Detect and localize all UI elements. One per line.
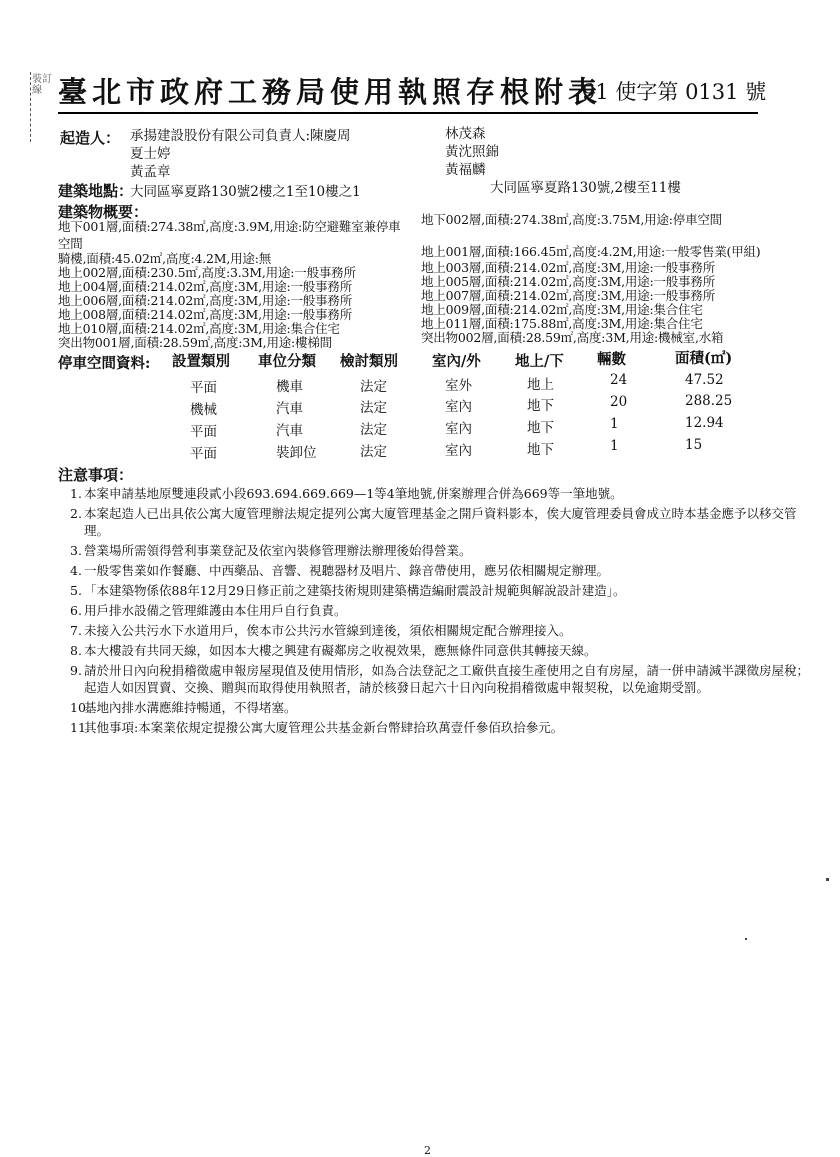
parking-cell: 汽車 — [276, 423, 303, 439]
note-number: 3. — [70, 543, 82, 558]
location-label: 建築地點： — [58, 182, 134, 200]
note-number: 7. — [70, 623, 82, 638]
location-value: 大同區寧夏路130號2樓之1至10樓之1 — [130, 184, 361, 200]
floor-right-1: 地上001層,面積:166.45㎡,高度:4.2M,用途:一般零售業(甲組) — [421, 244, 761, 259]
note-item — [70, 602, 810, 619]
floor-right-6: 地上011層,面積:175.88㎡,高度:3M,用途:集合住宅 — [421, 316, 703, 331]
document-title: 臺北市政府工務局使用執照存根附表 — [58, 75, 603, 109]
parking-cell: 288.25 — [685, 393, 733, 409]
parking-cell: 地上 — [527, 377, 554, 393]
parking-cell: 地下 — [527, 442, 554, 458]
overview-basement-1-cont: 空間 — [58, 236, 83, 251]
note-number: 9. — [70, 663, 82, 678]
binding-mark: 裝訂線 — [32, 74, 52, 96]
note-item — [70, 485, 810, 502]
note-text: 營業場所需領得營利事業登記及依室內裝修管理辦法辦理後始得營業。 — [84, 543, 472, 558]
parking-header-type: 設置類別 — [172, 353, 230, 370]
parking-cell: 20 — [610, 394, 628, 410]
note-number: 1. — [70, 486, 82, 501]
parking-header-count: 輛數 — [597, 351, 626, 368]
floor-left-7: 突出物001層,面積:28.59㎡,高度:3M,用途:樓梯間 — [58, 335, 332, 350]
note-text: 「本建築物係依88年12月29日修正前之建築技術規則建築構造編耐震設計規範與解說設計建造」。 — [84, 583, 626, 598]
note-item — [70, 562, 810, 579]
floor-left-2: 地上002層,面積:230.5㎡,高度:3.3M,用途:一般事務所 — [58, 265, 356, 280]
parking-header-area: 面積(㎡) — [675, 350, 733, 367]
applicant-4: 林茂森 — [445, 126, 486, 142]
note-number: 11. — [70, 720, 90, 735]
parking-cell: 24 — [610, 372, 628, 388]
location-value-2: 大同區寧夏路130號,2樓至11樓 — [490, 180, 681, 196]
parking-cell: 室內 — [445, 421, 472, 437]
floor-left-1: 騎樓,面積:45.02㎡,高度:4.2M,用途:無 — [58, 251, 272, 266]
note-number: 10. — [70, 700, 90, 715]
overview-label: 建築物概要： — [58, 203, 149, 221]
floor-right-7: 突出物002層,面積:28.59㎡,高度:3M,用途:機械室,水箱 — [421, 330, 724, 345]
floor-left-3: 地上004層,面積:214.02㎡,高度:3M,用途:一般事務所 — [58, 279, 353, 294]
parking-cell: 12.94 — [685, 415, 724, 431]
note-text: 未接入公共污水下水道用戶，俟本市公共污水管線到達後，須依相關規定配合辦理接入。 — [84, 623, 572, 638]
parking-label: 停車空間資料: — [58, 355, 151, 372]
parking-header-level: 地上/下 — [515, 353, 564, 370]
note-item — [70, 719, 810, 736]
parking-cell: 平面 — [190, 380, 217, 396]
applicant-6: 黃福麟 — [445, 162, 486, 178]
applicant-1: 承揚建設股份有限公司負責人:陳慶周 — [130, 128, 351, 144]
note-text: 本案申請基地原雙連段貳小段693.694.669.669—1等4筆地號,併案辦理合併為669等一筆地號。 — [84, 486, 623, 501]
note-text: 用戶排水設備之管理維護由本住用戶自行負責。 — [84, 603, 347, 618]
applicant-5: 黃沈照錦 — [445, 144, 499, 160]
floor-right-5: 地上009層,面積:214.02㎡,高度:3M,用途:集合住宅 — [421, 302, 703, 317]
note-text: 基地內排水溝應維持暢通，不得堵塞。 — [84, 700, 297, 715]
parking-cell: 法定 — [360, 400, 387, 416]
floor-left-5: 地上008層,面積:214.02㎡,高度:3M,用途:一般事務所 — [58, 307, 353, 322]
note-item — [70, 642, 810, 659]
note-text: 本大樓設有共同天線，如因本大樓之興建有礙鄰房之收視效果，應無條件同意供其轉接天線。 — [84, 643, 597, 658]
note-text: 其他事項:本案業依規定提撥公寓大廈管理公共基金新台幣肆拾玖萬壹仟參佰玖拾參元。 — [84, 720, 564, 735]
floor-right-2: 地上003層,面積:214.02㎡,高度:3M,用途:一般事務所 — [421, 260, 716, 275]
document-number: 91 使字第 0131 號 — [582, 80, 767, 104]
parking-header-class: 車位分類 — [258, 353, 316, 370]
parking-cell: 法定 — [360, 422, 387, 438]
note-item — [70, 582, 810, 599]
parking-cell: 室外 — [445, 378, 472, 394]
applicants-label: 起造人： — [60, 129, 121, 147]
note-number: 4. — [70, 563, 82, 578]
parking-header-inout: 室內/外 — [432, 353, 481, 370]
parking-header-review: 檢討類別 — [340, 353, 398, 370]
floor-left-6: 地上010層,面積:214.02㎡,高度:3M,用途:集合住宅 — [58, 321, 340, 336]
parking-cell: 法定 — [360, 379, 387, 395]
note-number: 6. — [70, 603, 82, 618]
note-text: 請於卅日內向稅捐稽徵處申報房屋現值及使用情形，如為合法登記之工廠供直接生產使用之自有房屋，請一併申請減半課徵房屋稅；起造人如因買賣、交換、贈與而取得使用執照者，請於核發日起六十日內向稅捐稽徵處申報契稅，以免逾期受罰。 — [84, 663, 810, 695]
note-item — [70, 542, 810, 559]
parking-cell: 15 — [685, 437, 703, 453]
header-rule — [58, 112, 758, 114]
parking-cell: 地下 — [527, 420, 554, 436]
floor-right-4: 地上007層,面積:214.02㎡,高度:3M,用途:一般事務所 — [421, 288, 716, 303]
overview-basement-1: 地下001層,面積:274.38㎡,高度:3.9M,用途:防空避難室兼停車 — [58, 219, 401, 234]
notes-label: 注意事項： — [58, 466, 134, 484]
parking-cell: 地下 — [527, 398, 554, 414]
note-number: 2. — [70, 506, 82, 521]
note-number: 5. — [70, 583, 82, 598]
floor-right-3: 地上005層,面積:214.02㎡,高度:3M,用途:一般事務所 — [421, 274, 716, 289]
parking-cell: 1 — [610, 438, 619, 454]
applicant-3: 黃孟章 — [130, 164, 171, 180]
parking-cell: 裝卸位 — [276, 445, 317, 461]
note-item — [70, 662, 810, 696]
floor-left-4: 地上006層,面積:214.02㎡,高度:3M,用途:一般事務所 — [58, 293, 353, 308]
parking-cell: 機械 — [190, 402, 217, 418]
note-item — [70, 505, 810, 539]
parking-cell: 法定 — [360, 444, 387, 460]
note-text: 本案起造人已出具依公寓大廈管理辦法規定提列公寓大廈管理基金之開戶資料影本，俟大廈管理委員會成立時本基金應予以移交管理。 — [84, 506, 797, 538]
note-item — [70, 622, 810, 639]
note-text: 一般零售業如作餐廳、中西藥品、音響、視聽器材及唱片、錄音帶使用，應另依相關規定辦理。 — [84, 563, 610, 578]
parking-cell: 室內 — [445, 399, 472, 415]
parking-cell: 室內 — [445, 443, 472, 459]
parking-cell: 汽車 — [276, 401, 303, 417]
parking-cell: 47.52 — [685, 372, 724, 388]
note-item — [70, 699, 810, 716]
scan-speck — [745, 938, 747, 940]
scan-speck — [826, 878, 829, 881]
parking-cell: 平面 — [190, 446, 217, 462]
page-number: 2 — [424, 1144, 431, 1157]
applicant-2: 夏士婷 — [130, 146, 171, 162]
notes-list — [70, 485, 810, 739]
overview-basement-2: 地下002層,面積:274.38㎡,高度:3.75M,用途:停車空間 — [421, 212, 722, 227]
parking-cell: 平面 — [190, 424, 217, 440]
note-number: 8. — [70, 643, 82, 658]
parking-cell: 機車 — [276, 379, 303, 395]
parking-cell: 1 — [610, 416, 619, 432]
